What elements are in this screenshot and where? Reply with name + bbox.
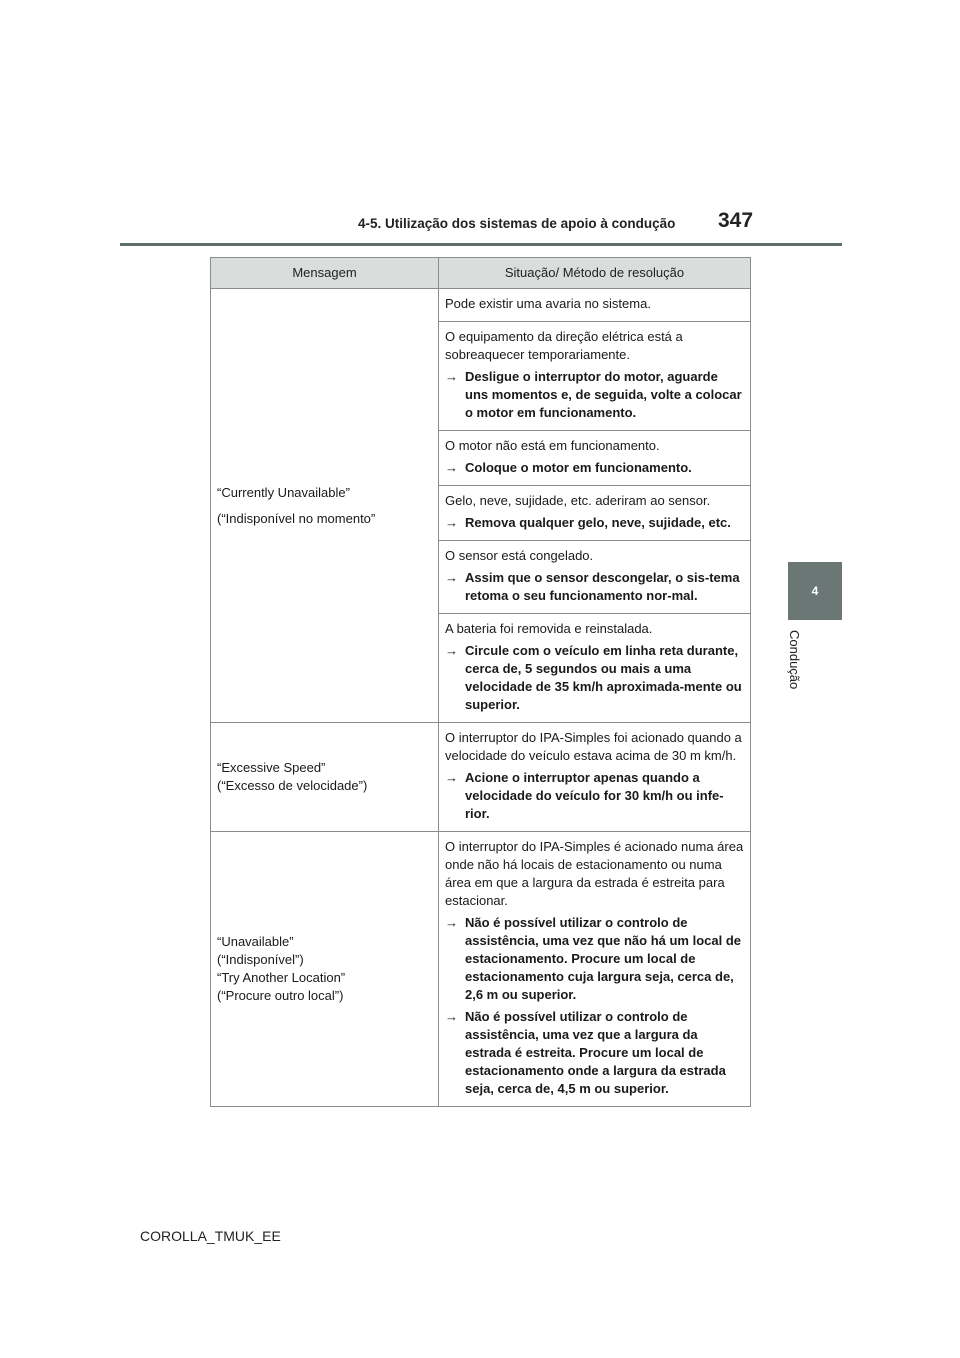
situation-text: O interruptor do IPA-Simples foi acionado quando a velocidade do veículo estava acima de 30 m km/h. bbox=[445, 730, 742, 763]
situation-block bbox=[439, 540, 750, 613]
action-text: Coloque o motor em funcionamento. bbox=[465, 460, 692, 475]
situation-block bbox=[439, 723, 750, 831]
situation-block bbox=[439, 430, 750, 485]
table-row bbox=[211, 289, 751, 723]
action-text: Circule com o veículo em linha reta durante, cerca de, 5 segundos ou mais a uma velocidade de 35 km/h aproximada-mente ou superior. bbox=[465, 643, 742, 712]
section-title: 4-5. Utilização dos sistemas de apoio à condução bbox=[358, 216, 676, 231]
arrow-right-icon: → bbox=[445, 915, 458, 930]
arrow-right-icon: → bbox=[445, 570, 458, 585]
action-text: Assim que o sensor descongelar, o sis-tema retoma o seu funcionamento nor-mal. bbox=[465, 570, 740, 603]
page-number: 347 bbox=[718, 209, 754, 232]
situation-text: Gelo, neve, sujidade, etc. aderiram ao sensor. bbox=[445, 493, 711, 508]
situation-text: A bateria foi removida e reinstalada. bbox=[445, 621, 653, 636]
arrow-right-icon: → bbox=[445, 643, 458, 658]
message-text: “Excessive Speed” bbox=[217, 760, 326, 775]
situation-text: O equipamento da direção elétrica está a sobreaquecer temporariamente. bbox=[445, 329, 683, 362]
situation-block bbox=[439, 613, 750, 722]
situation-text: O interruptor do IPA-Simples é acionado numa área onde não há locais de estacionamento ou numa área em que a largura da estrada é estreita para estacionar. bbox=[445, 839, 744, 908]
message-text: “Unavailable” bbox=[217, 934, 294, 949]
action-text: Acione o interruptor apenas quando a velocidade do veículo for 30 km/h ou infe-rior. bbox=[465, 770, 724, 821]
message-cell bbox=[211, 723, 439, 832]
chapter-number: 4 bbox=[811, 584, 819, 598]
situation-text: Pode existir uma avaria no sistema. bbox=[445, 296, 651, 311]
table-row bbox=[211, 832, 751, 1107]
situation-text: O sensor está congelado. bbox=[445, 548, 594, 563]
action-text: Remova qualquer gelo, neve, sujidade, etc. bbox=[465, 515, 731, 530]
situation-cell bbox=[439, 289, 751, 723]
message-translation: (“Procure outro local”) bbox=[217, 988, 344, 1003]
chapter-tab bbox=[788, 562, 842, 620]
action-text: Não é possível utilizar o controlo de assistência, uma vez que não há um local de estacionamento. Procure um local de estacionamento cuja largura seja, cerca de, 2,6 m ou superior. bbox=[465, 915, 741, 1002]
table-row bbox=[211, 723, 751, 832]
situation-text: O motor não está em funcionamento. bbox=[445, 438, 660, 453]
message-text: “Try Another Location” bbox=[217, 970, 346, 985]
situation-block bbox=[439, 321, 750, 430]
situation-block bbox=[439, 832, 750, 1106]
arrow-right-icon: → bbox=[445, 369, 458, 384]
header-rule bbox=[120, 243, 842, 246]
chapter-label: Condução bbox=[787, 630, 802, 690]
action-text: Não é possível utilizar o controlo de assistência, uma vez que a largura da estrada é estreita. Procure um local de estacionamento onde a largura da estrada seja, cerca de, 4,5 m ou superior. bbox=[465, 1009, 726, 1096]
arrow-right-icon: → bbox=[445, 770, 458, 785]
arrow-right-icon: → bbox=[445, 1009, 458, 1024]
message-text: “Currently Unavailable” bbox=[217, 484, 350, 500]
action-text: Desligue o interruptor do motor, aguarde uns momentos e, de seguida, volte a colocar o motor em funcionamento. bbox=[465, 369, 742, 420]
message-translation: (“Indisponível no momento” bbox=[217, 510, 376, 526]
situation-cell bbox=[439, 832, 751, 1107]
column-header-message: Mensagem bbox=[211, 258, 439, 289]
document-code: COROLLA_TMUK_EE bbox=[140, 1228, 281, 1244]
situation-block bbox=[439, 485, 750, 540]
arrow-right-icon: → bbox=[445, 515, 458, 530]
column-header-situation: Situação/ Método de resolução bbox=[439, 258, 751, 289]
message-translation: (“Indisponível”) bbox=[217, 952, 304, 967]
message-cell bbox=[211, 832, 439, 1107]
arrow-right-icon: → bbox=[445, 460, 458, 475]
message-translation: (“Excesso de velocidade”) bbox=[217, 778, 368, 793]
situation-cell bbox=[439, 723, 751, 832]
message-cell bbox=[211, 289, 439, 723]
table-header-row bbox=[211, 258, 751, 289]
situation-block bbox=[439, 289, 750, 321]
message-table bbox=[210, 257, 751, 1107]
